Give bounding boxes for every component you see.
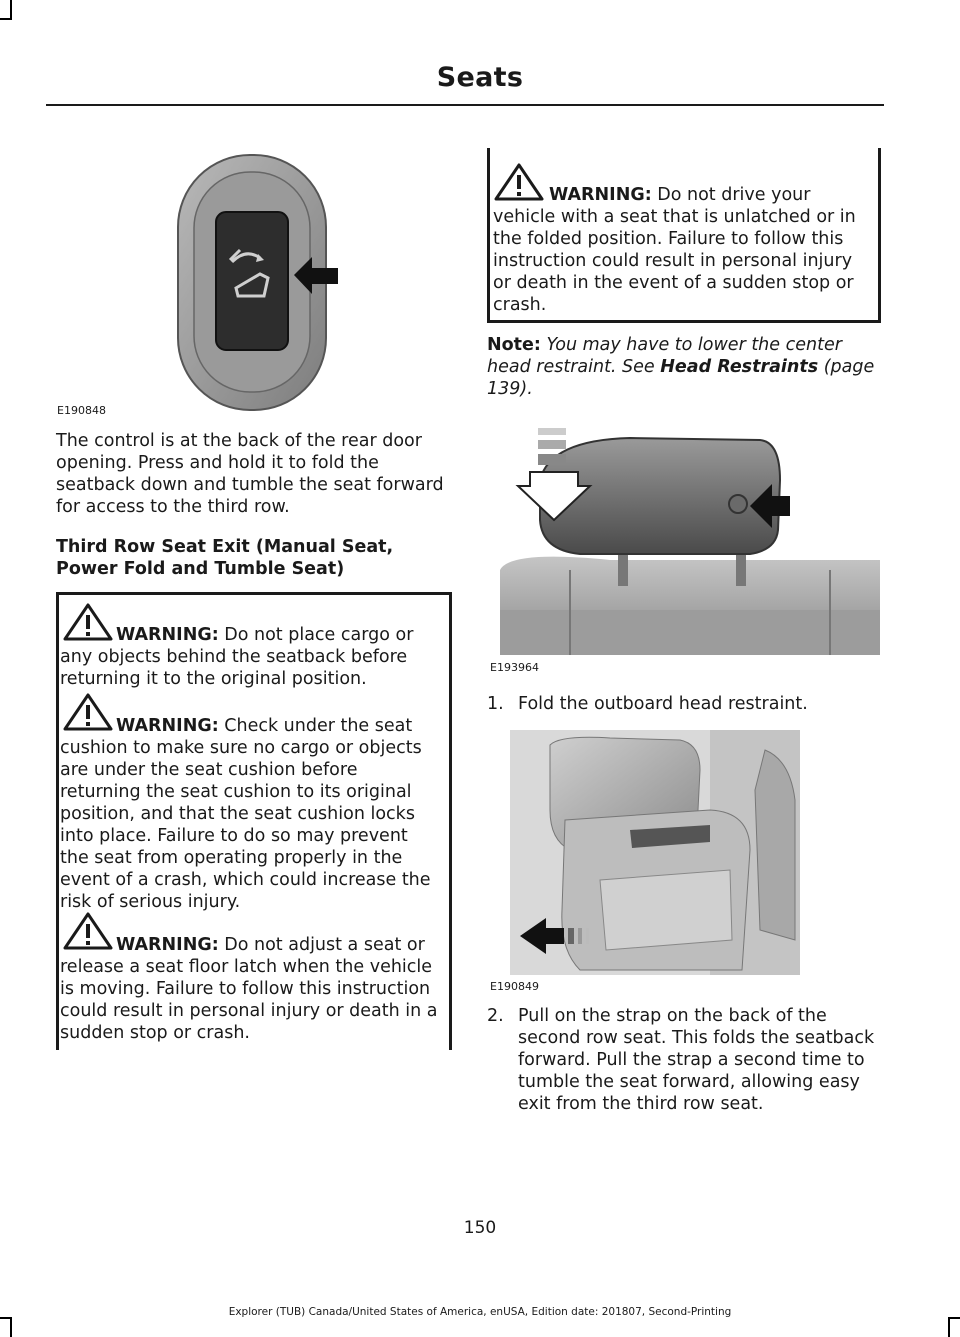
step-text: Fold the outboard head restraint. bbox=[518, 694, 808, 714]
note-label: Note: bbox=[487, 335, 541, 355]
crop-mark bbox=[10, 1317, 12, 1337]
figure-code: E190849 bbox=[490, 980, 539, 993]
warning-3 bbox=[60, 934, 442, 1044]
step-number: 2. bbox=[487, 1006, 504, 1026]
warning-text: Do not drive your vehicle with a seat that is unlatched or in the folded position. Failure to follow this instruction could result in personal injury or death in the event of a sudden stop or crash. bbox=[493, 185, 856, 315]
crop-mark bbox=[10, 0, 12, 20]
head-restraints-link[interactable]: Head Restraints bbox=[660, 357, 819, 377]
note-text-page: (page 139). bbox=[487, 357, 875, 399]
figure-code: E190848 bbox=[57, 404, 106, 417]
head-restraint-illustration bbox=[490, 420, 880, 655]
figure-code: E193964 bbox=[490, 661, 539, 674]
intro-paragraph: The control is at the back of the rear door opening. Press and hold it to fold the seatback down and tumble the seat forward for access to the third row. bbox=[56, 431, 444, 517]
warning-2 bbox=[60, 715, 442, 913]
step-1 bbox=[487, 693, 887, 717]
warning-right bbox=[493, 184, 871, 316]
step-text: Pull on the strap on the back of the second row seat. This folds the seatback forward. Pull the strap a second time to tumble the seat forward, allowing easy exit from the third row seat. bbox=[518, 1006, 875, 1114]
seat-control-illustration bbox=[170, 150, 350, 415]
page-title: Seats bbox=[436, 62, 524, 93]
step-2 bbox=[487, 1005, 887, 1135]
header-rule bbox=[46, 104, 884, 106]
warning-text: Do not adjust a seat or release a seat floor latch when the vehicle is moving. Failure to follow this instruction could result in personal injury or death in a sudden stop or crash. bbox=[60, 935, 438, 1043]
crop-mark bbox=[0, 18, 12, 20]
section-heading: Third Row Seat Exit (Manual Seat, Power Fold and Tumble Seat) bbox=[56, 537, 394, 579]
page-number: 150 bbox=[463, 1218, 497, 1238]
warning-label: WARNING: bbox=[116, 625, 219, 645]
seat-strap-illustration bbox=[510, 730, 800, 975]
warning-text: Check under the seat cushion to make sure no cargo or objects are under the seat cushion before returning the seat cushion to its original position, and that the seat cushion locks into place. Failure to do so may prevent the seat from operating properly in the event of a crash, which could increase the risk of serious injury. bbox=[60, 716, 431, 912]
footer-text: Explorer (TUB) Canada/United States of America, enUSA, Edition date: 201807, Second-Printing bbox=[228, 1306, 732, 1318]
warning-text: Do not place cargo or any objects behind the seatback before returning it to the original position. bbox=[60, 625, 414, 689]
crop-mark bbox=[948, 1317, 950, 1337]
warning-label: WARNING: bbox=[116, 716, 219, 736]
note-paragraph bbox=[487, 334, 882, 400]
warning-1 bbox=[60, 624, 442, 690]
warning-label: WARNING: bbox=[549, 185, 652, 205]
note-text: You may have to lower the center head restraint. See bbox=[487, 335, 842, 377]
step-number: 1. bbox=[487, 694, 504, 714]
warning-label: WARNING: bbox=[116, 935, 219, 955]
